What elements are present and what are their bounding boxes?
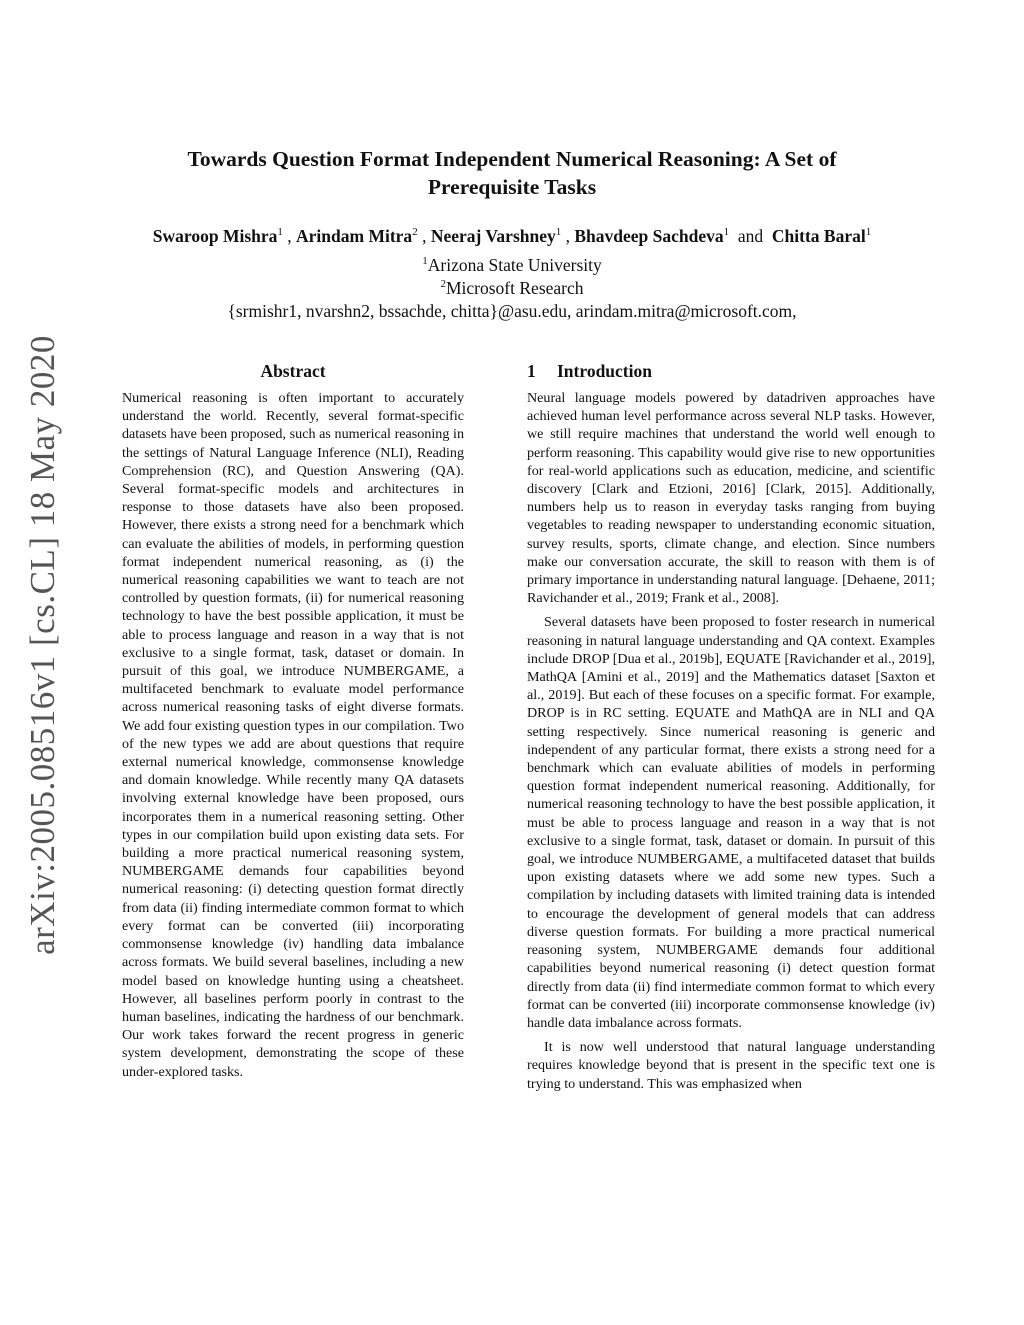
author-name: Neeraj Varshney xyxy=(430,226,556,246)
author-affil-mark: 1 xyxy=(723,226,730,239)
author-name: Swaroop Mishra xyxy=(152,226,278,246)
affiliation xyxy=(100,254,924,277)
section-title: Introduction xyxy=(557,361,652,381)
author-separator: , xyxy=(287,226,292,246)
abstract-section xyxy=(122,360,464,1081)
introduction-section xyxy=(527,360,935,1093)
author-list xyxy=(40,225,984,247)
abstract-heading: Abstract xyxy=(260,361,326,381)
author-and: and xyxy=(737,226,764,246)
author-affil-mark: 1 xyxy=(865,226,872,239)
author-name: Bhavdeep Sachdeva xyxy=(574,226,724,246)
arxiv-stamp: arXiv:2005.08516v1 [cs.CL] 18 May 2020 xyxy=(23,335,62,955)
intro-paragraph-1: Neural language models powered by datadriven approaches have achieved human level performance across several NLP tasks. However, we still require machines that understand the world well enough to perform reasoning. This capability would give rise to new opportunities for real-world applications such as education, medicine, and scientific discovery [Clark and Etzioni, 2016] [Clark, 2015]. Additionally, numbers help us to reason in everyday tasks ranging from buying vegetables to reading newspaper to understanding economic situation, survey results, sports, climate change, and election. Since numbers make our conversation accurate, the skill to reason with them is of primary importance in understanding natural language. [Dehaene, 2011; Ravichander et al., 2019; Frank et al., 2008]. xyxy=(527,390,935,607)
author-separator: , xyxy=(565,226,570,246)
author-affil-mark: 2 xyxy=(412,226,418,239)
affil-name: Arizona State University xyxy=(427,255,602,275)
author-name: Chitta Baral xyxy=(771,226,866,246)
author-name: Arindam Mitra xyxy=(296,226,413,246)
affiliation xyxy=(100,277,924,300)
author-emails: {srmishr1, nvarshn2, bssachde, chitta}@asu.edu, arindam.mitra@microsoft.com, xyxy=(227,301,797,321)
author-separator: , xyxy=(422,226,427,246)
abstract-text: Numerical reasoning is often important to accurately understand the world. Recently, several format-specific datasets have been proposed, such as numerical reasoning in the settings of Natural Language Inference (NLI), Reading Comprehension (RC), and Question Answering (QA). Several format-specific models and architectures in response to those datasets have also been proposed. However, there exists a strong need for a benchmark which can evaluate the abilities of models, in performing question format independent numerical reasoning, as (i) the numerical reasoning capabilities we want to teach are not controlled by question formats, (ii) for numerical reasoning technology to have the best possible application, it must be able to process language and reason in a way that is not exclusive to a single format, task, dataset or domain. In pursuit of this goal, we introduce NUMBERGAME, a multifaceted benchmark to evaluate model performance across numerical reasoning tasks of eight diverse formats. We add four existing question types in our compilation. Two of the new types we add are about questions that require external numerical knowledge, commonsense knowledge and domain knowledge. While recently many QA datasets involving external knowledge have been proposed, ours incorporates them in a numerical reasoning setting. Other types in our compilation build upon existing data sets. For building a more practical numerical reasoning system, NUMBERGAME demands four capabilities beyond numerical reasoning: (i) detecting question format directly from data (ii) finding intermediate common format to which every format can be converted (iii) incorporating commonsense knowledge (iv) handling data imbalance across formats. We build several baselines, including a new model based on knowledge hunting using a cheatsheet. However, all baselines perform poorly in contrast to the human baselines, indicating the hardness of our benchmark. Our work takes forward the recent progress in generic system development, demonstrating the scope of these under-explored tasks. xyxy=(122,390,464,1080)
intro-paragraph-3: It is now well understood that natural language understanding requires knowledge beyond that is present in the specific text one is trying to understand. This was emphasized when xyxy=(527,1039,935,1092)
affil-mark: 1 xyxy=(422,255,428,268)
affil-mark: 2 xyxy=(440,278,446,291)
title-line-2: Prerequisite Tasks xyxy=(427,175,597,199)
author-affil-mark: 1 xyxy=(277,226,283,239)
title-line-1: Towards Question Format Independent Numerical Reasoning: A Set of xyxy=(187,147,837,171)
affil-name: Microsoft Research xyxy=(445,278,584,298)
author-affil-mark: 1 xyxy=(555,226,562,239)
intro-heading xyxy=(527,360,935,382)
affiliations xyxy=(100,254,924,323)
paper-title xyxy=(100,145,924,201)
section-number: 1 xyxy=(527,361,536,381)
intro-paragraph-2: Several datasets have been proposed to foster research in numerical reasoning in natural language understanding and QA context. Examples include DROP [Dua et al., 2019b], EQUATE [Ravichander et al., 2019], MathQA [Amini et al., 2019] and the Mathematics dataset [Saxton et al., 2019]. But each of these focuses on a specific format. For example, DROP is in RC setting. EQUATE and MathQA are in NLI and QA setting respectively. Since numerical reasoning is generic and independent of any particular format, there exists a strong need for a benchmark which can evaluate abilities of models in performing question format independent numerical reasoning. Additionally, for numerical reasoning technology to have the best possible application, it must be able to process language and reason in a way that is not exclusive to a single format, task, dataset or domain. In pursuit of this goal, we introduce NUMBERGAME, a multifaceted dataset that builds upon existing datasets where we add some new types. Such a compilation by including datasets with limited training data is intended to encourage the development of general models that can address diverse question formats. For building a more practical numerical reasoning system, NUMBERGAME demands four additional capabilities beyond numerical reasoning (i) detect question format directly from data (ii) find intermediate common format to which every format can be converted (iii) incorporate commonsense knowledge (iv) handle data imbalance across formats. xyxy=(527,614,935,1031)
